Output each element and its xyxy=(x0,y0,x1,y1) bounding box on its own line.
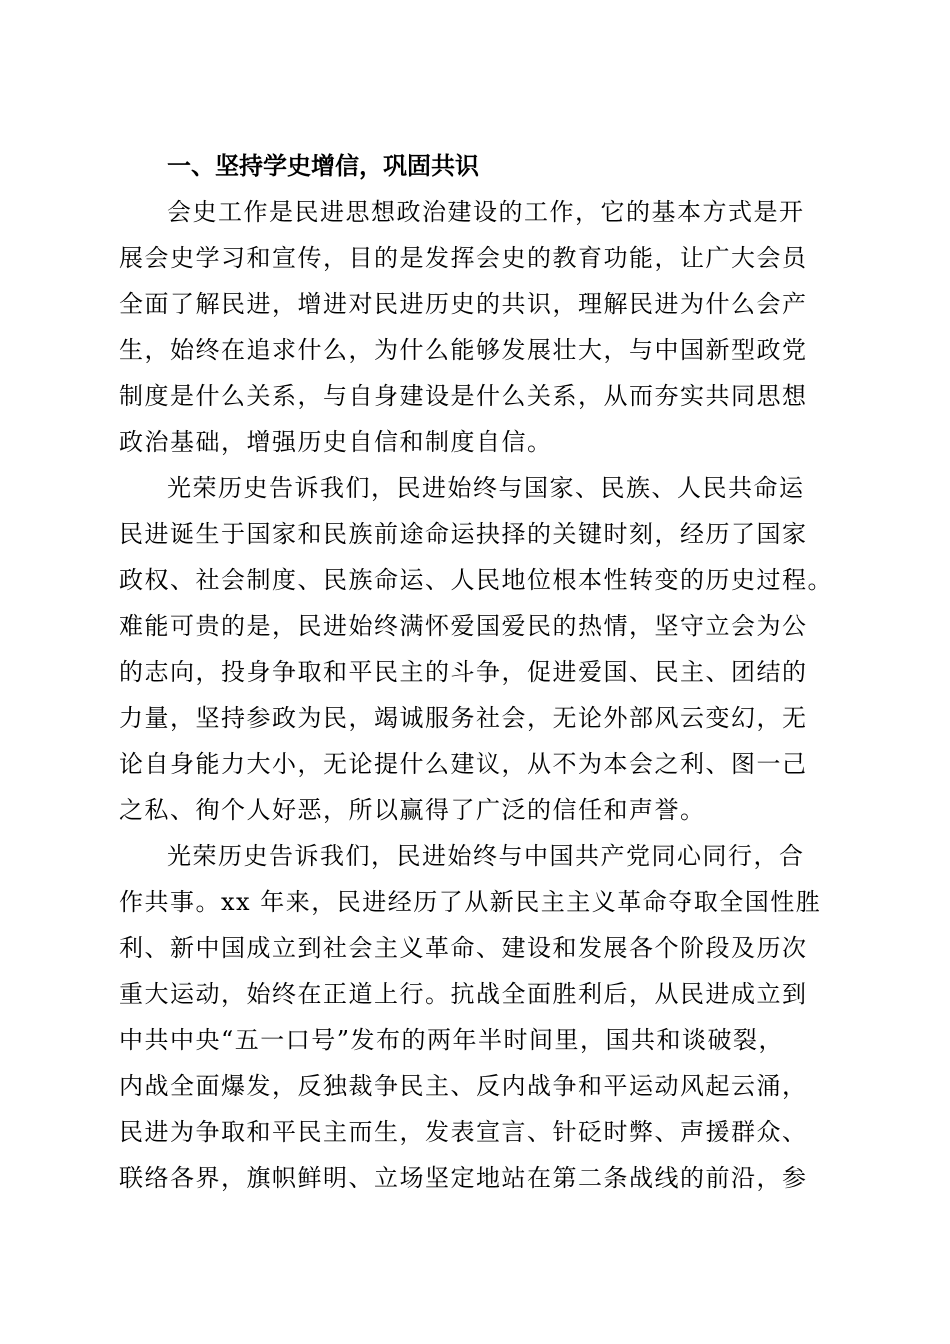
section-heading: 一、坚持学史增信，巩固共识 xyxy=(167,152,479,180)
text-line: 重大运动，始终在正道上行。抗战全面胜利后，从民进成立到 xyxy=(119,980,808,1008)
text-line: 民进诞生于国家和民族前途命运抉择的关键时刻，经历了国家 xyxy=(119,520,808,548)
text-line: 展会史学习和宣传，目的是发挥会史的教育功能，让广大会员 xyxy=(119,244,808,272)
text-line: 难能可贵的是，民进始终满怀爱国爱民的热情，坚守立会为公 xyxy=(119,612,808,640)
text-line: 会史工作是民进思想政治建设的工作，它的基本方式是开 xyxy=(167,198,805,226)
text-line: 的志向，投身争取和平民主的斗争，促进爱国、民主、团结的 xyxy=(119,658,808,686)
text-line: 光荣历史告诉我们，民进始终与中国共产党同心同行，合 xyxy=(167,842,805,870)
text-line: 生，始终在追求什么，为什么能够发展壮大，与中国新型政党 xyxy=(119,336,808,364)
text-line: 利、新中国成立到社会主义革命、建设和发展各个阶段及历次 xyxy=(119,934,808,962)
document-body xyxy=(119,143,831,1201)
text-line: 论自身能力大小，无论提什么建议，从不为本会之利、图一己 xyxy=(119,750,808,778)
text-line: 光荣历史告诉我们，民进始终与国家、民族、人民共命运 xyxy=(167,474,805,502)
paragraph-3 xyxy=(119,833,831,1201)
text-line: 联络各界，旗帜鲜明、立场坚定地站在第二条战线的前沿，参 xyxy=(119,1164,808,1192)
text-line: 中共中央“五一口号”发布的两年半时间里，国共和谈破裂， xyxy=(119,1026,785,1054)
paragraph-1 xyxy=(119,189,831,465)
text-line: 政治基础，增强历史自信和制度自信。 xyxy=(119,428,553,456)
text-line: 作共事。xx 年来，民进经历了从新民主主义革命夺取全国性胜 xyxy=(119,888,822,916)
text-line: 全面了解民进，增进对民进历史的共识，理解民进为什么会产 xyxy=(119,290,808,318)
text-line: 制度是什么关系，与自身建设是什么关系，从而夯实共同思想 xyxy=(119,382,808,410)
paragraph-2 xyxy=(119,465,831,833)
text-line: 内战全面爆发，反独裁争民主、反内战争和平运动风起云涌， xyxy=(119,1072,808,1100)
text-line: 之私、徇个人好恶，所以赢得了广泛的信任和声誉。 xyxy=(119,796,706,824)
text-line: 民进为争取和平民主而生，发表宣言、针砭时弊、声援群众、 xyxy=(119,1118,808,1146)
text-line: 力量，坚持参政为民，竭诚服务社会，无论外部风云变幻，无 xyxy=(119,704,808,732)
text-line: 政权、社会制度、民族命运、人民地位根本性转变的历史过程。 xyxy=(119,566,833,594)
